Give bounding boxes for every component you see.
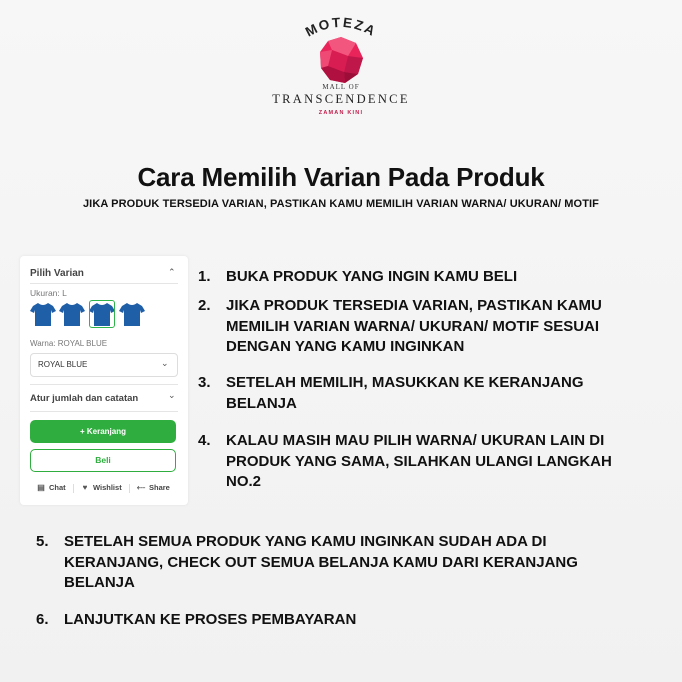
- svg-text:MOTEZA: MOTEZA: [302, 14, 380, 40]
- shirt-option-4[interactable]: [119, 300, 145, 328]
- heart-icon: ♥: [82, 483, 88, 492]
- divider: [73, 484, 74, 493]
- step-1: [198, 267, 668, 289]
- variant-card: [20, 256, 188, 505]
- quantity-notes-header[interactable]: Atur jumlah dan catatan: [30, 393, 139, 404]
- size-label: Ukuran: L: [30, 288, 67, 298]
- step-line: SETELAH SEMUA PRODUK YANG KAMU INGINKAN SUDAH ADA DI: [64, 533, 547, 550]
- brand-logo: [271, 14, 411, 126]
- wishlist-action[interactable]: [80, 483, 122, 492]
- divider: [129, 484, 130, 493]
- step-number: 1.: [198, 268, 211, 285]
- logo-mall-of: MALL OF: [322, 83, 360, 91]
- add-to-cart-button[interactable]: + Keranjang: [30, 420, 176, 443]
- page-subtitle: JIKA PRODUK TERSEDIA VARIAN, PASTIKAN KAMU MEMILIH VARIAN WARNA/ UKURAN/ MOTIF: [82, 198, 600, 210]
- page-title: Cara Memilih Varian Pada Produk: [137, 162, 545, 192]
- action-bar: [30, 483, 180, 495]
- gem-icon: [318, 36, 364, 84]
- step-5: [36, 532, 676, 594]
- share-label: Share: [149, 483, 170, 492]
- chat-label: Chat: [49, 483, 66, 492]
- step-number: 4.: [198, 432, 211, 449]
- step-line: DENGAN YANG KAMU INGINKAN: [226, 338, 465, 355]
- share-icon: ⤎: [136, 483, 146, 492]
- shirt-option-2[interactable]: [59, 300, 85, 328]
- shirt-option-1[interactable]: [30, 300, 56, 328]
- shirt-option-3-selected[interactable]: [89, 300, 115, 328]
- step-number: 6.: [36, 611, 49, 628]
- buy-button[interactable]: Beli: [30, 449, 176, 472]
- step-3: [198, 373, 668, 415]
- logo-transcendence: TRANSCENDENCE: [272, 92, 410, 106]
- chat-action[interactable]: [36, 483, 66, 492]
- step-line: NO.2: [226, 473, 262, 490]
- step-6: [36, 610, 636, 632]
- step-line: BELANJA: [226, 394, 297, 412]
- step-line: KALAU MASIH MAU PILIH WARNA/ UKURAN LAIN DI: [226, 432, 605, 449]
- step-line: JIKA PRODUK TERSEDIA VARIAN, PASTIKAN KAMU: [226, 297, 602, 314]
- step-number: 5.: [36, 533, 49, 550]
- step-number: 3.: [198, 374, 211, 391]
- step-line: SETELAH MEMILIH, MASUKKAN KE KERANJANG: [226, 374, 584, 391]
- chat-icon: ▤: [37, 483, 45, 492]
- divider: [30, 283, 178, 284]
- logo-zaman-kini: ZAMAN KINI: [318, 110, 364, 116]
- step-line: BUKA PRODUK YANG INGIN KAMU BELI: [226, 268, 518, 285]
- color-select-value: ROYAL BLUE: [38, 360, 88, 369]
- chevron-down-icon[interactable]: ⌄: [168, 390, 176, 400]
- color-label: Warna: ROYAL BLUE: [30, 339, 108, 348]
- chevron-up-icon[interactable]: ⌃: [168, 267, 176, 277]
- step-line: PRODUK YANG SAMA, SILAHKAN ULANGI LANGKAH: [226, 452, 612, 470]
- chevron-down-icon: ⌄: [161, 358, 169, 368]
- step-line: MEMILIH VARIAN WARNA/ UKURAN/ MOTIF SESUAI: [226, 317, 600, 335]
- share-action[interactable]: [136, 483, 170, 493]
- wishlist-label: Wishlist: [93, 483, 122, 492]
- step-2: [198, 296, 668, 358]
- divider: [30, 411, 178, 412]
- step-4: [198, 431, 668, 493]
- step-number: 2.: [198, 297, 211, 314]
- shirt-options: [28, 300, 158, 330]
- step-line: BELANJA: [64, 574, 135, 591]
- step-line: KERANJANG, CHECK OUT SEMUA BELANJA KAMU DARI KERANJANG: [64, 553, 578, 571]
- divider: [30, 384, 178, 385]
- step-line: LANJUTKAN KE PROSES PEMBAYARAN: [64, 611, 357, 628]
- variant-header: Pilih Varian: [30, 268, 84, 279]
- color-select[interactable]: [30, 353, 178, 377]
